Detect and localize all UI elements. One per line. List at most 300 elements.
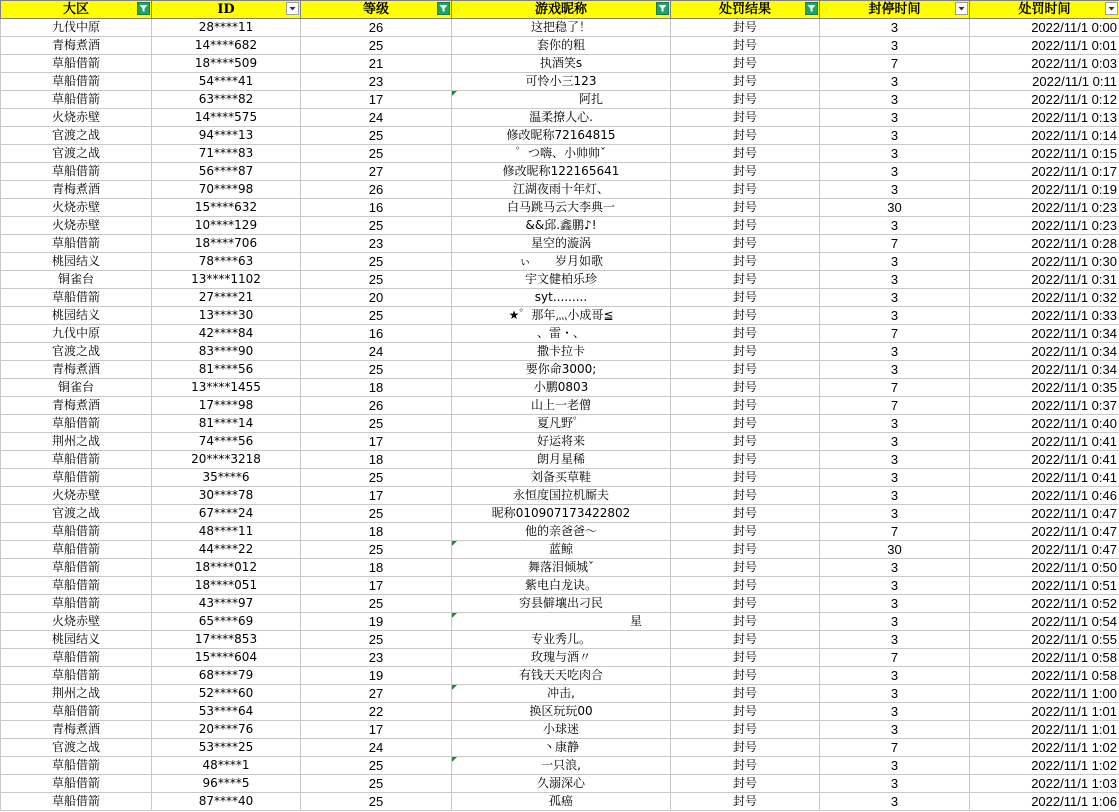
- cell-region[interactable]: 草船借箭: [1, 649, 152, 667]
- cell-ban-duration[interactable]: 3: [820, 595, 970, 613]
- cell-nickname[interactable]: 玫瑰与酒〃: [452, 649, 671, 667]
- cell-penalty-result[interactable]: 封号: [671, 325, 820, 343]
- cell-id[interactable]: 28****11: [152, 19, 301, 37]
- cell-region[interactable]: 草船借箭: [1, 235, 152, 253]
- cell-region[interactable]: 草船借箭: [1, 541, 152, 559]
- cell-id[interactable]: 56****87: [152, 163, 301, 181]
- cell-ban-duration[interactable]: 3: [820, 721, 970, 739]
- cell-region[interactable]: 青梅煮酒: [1, 181, 152, 199]
- cell-id[interactable]: 63****82: [152, 91, 301, 109]
- cell-penalty-result[interactable]: 封号: [671, 109, 820, 127]
- cell-penalty-time[interactable]: 2022/11/1 0:55: [970, 631, 1119, 649]
- cell-nickname[interactable]: 江湖夜雨十年灯、: [452, 181, 671, 199]
- cell-ban-duration[interactable]: 3: [820, 775, 970, 793]
- cell-penalty-result[interactable]: 封号: [671, 487, 820, 505]
- cell-ban-duration[interactable]: 7: [820, 235, 970, 253]
- table-row[interactable]: [1, 649, 1119, 667]
- cell-ban-duration[interactable]: 3: [820, 685, 970, 703]
- cell-region[interactable]: 草船借箭: [1, 451, 152, 469]
- cell-region[interactable]: 青梅煮酒: [1, 37, 152, 55]
- cell-id[interactable]: 20****76: [152, 721, 301, 739]
- cell-region[interactable]: 火烧赤壁: [1, 109, 152, 127]
- cell-nickname[interactable]: 孤癌: [452, 793, 671, 811]
- cell-ban-duration[interactable]: 3: [820, 415, 970, 433]
- cell-id[interactable]: 67****24: [152, 505, 301, 523]
- table-row[interactable]: [1, 703, 1119, 721]
- cell-id[interactable]: 68****79: [152, 667, 301, 685]
- cell-level[interactable]: 16: [301, 199, 452, 217]
- cell-nickname[interactable]: ゜つ嗨、小帅帅ˇ: [452, 145, 671, 163]
- cell-level[interactable]: 25: [301, 757, 452, 775]
- cell-region[interactable]: 草船借箭: [1, 289, 152, 307]
- cell-level[interactable]: 25: [301, 775, 452, 793]
- cell-level[interactable]: 25: [301, 253, 452, 271]
- cell-region[interactable]: 草船借箭: [1, 469, 152, 487]
- cell-nickname[interactable]: 蓝鲸: [452, 541, 671, 559]
- cell-level[interactable]: 25: [301, 145, 452, 163]
- cell-level[interactable]: 25: [301, 37, 452, 55]
- table-row[interactable]: [1, 793, 1119, 811]
- cell-level[interactable]: 25: [301, 793, 452, 811]
- cell-level[interactable]: 26: [301, 397, 452, 415]
- cell-ban-duration[interactable]: 7: [820, 55, 970, 73]
- table-row[interactable]: [1, 595, 1119, 613]
- table-row[interactable]: [1, 451, 1119, 469]
- table-row[interactable]: [1, 487, 1119, 505]
- table-row[interactable]: [1, 433, 1119, 451]
- cell-penalty-time[interactable]: 2022/11/1 0:47: [970, 505, 1119, 523]
- filter-active-icon[interactable]: [805, 2, 818, 15]
- table-row[interactable]: [1, 613, 1119, 631]
- cell-penalty-result[interactable]: 封号: [671, 757, 820, 775]
- cell-ban-duration[interactable]: 7: [820, 649, 970, 667]
- cell-penalty-time[interactable]: 2022/11/1 1:03: [970, 775, 1119, 793]
- cell-ban-duration[interactable]: 3: [820, 217, 970, 235]
- cell-nickname[interactable]: 星: [452, 613, 671, 631]
- cell-penalty-result[interactable]: 封号: [671, 343, 820, 361]
- cell-penalty-result[interactable]: 封号: [671, 631, 820, 649]
- cell-level[interactable]: 25: [301, 271, 452, 289]
- cell-region[interactable]: 官渡之战: [1, 127, 152, 145]
- cell-level[interactable]: 22: [301, 703, 452, 721]
- cell-ban-duration[interactable]: 3: [820, 19, 970, 37]
- table-row[interactable]: [1, 271, 1119, 289]
- cell-penalty-time[interactable]: 2022/11/1 0:41: [970, 451, 1119, 469]
- column-header-penalty-result[interactable]: [671, 1, 820, 19]
- cell-ban-duration[interactable]: 3: [820, 307, 970, 325]
- cell-level[interactable]: 17: [301, 433, 452, 451]
- cell-nickname[interactable]: 要你命3000;: [452, 361, 671, 379]
- cell-penalty-result[interactable]: 封号: [671, 433, 820, 451]
- table-row[interactable]: [1, 775, 1119, 793]
- cell-level[interactable]: 17: [301, 577, 452, 595]
- cell-penalty-time[interactable]: 2022/11/1 0:40: [970, 415, 1119, 433]
- cell-region[interactable]: 草船借箭: [1, 91, 152, 109]
- column-header-penalty-time[interactable]: [970, 1, 1119, 19]
- cell-penalty-time[interactable]: 2022/11/1 0:03: [970, 55, 1119, 73]
- cell-id[interactable]: 42****84: [152, 325, 301, 343]
- cell-ban-duration[interactable]: 3: [820, 667, 970, 685]
- table-row[interactable]: [1, 577, 1119, 595]
- cell-id[interactable]: 87****40: [152, 793, 301, 811]
- table-row[interactable]: [1, 469, 1119, 487]
- cell-ban-duration[interactable]: 3: [820, 181, 970, 199]
- cell-penalty-time[interactable]: 2022/11/1 0:52: [970, 595, 1119, 613]
- cell-level[interactable]: 19: [301, 613, 452, 631]
- cell-level[interactable]: 27: [301, 163, 452, 181]
- cell-penalty-time[interactable]: 2022/11/1 0:23: [970, 217, 1119, 235]
- cell-level[interactable]: 17: [301, 721, 452, 739]
- cell-penalty-time[interactable]: 2022/11/1 0:12: [970, 91, 1119, 109]
- cell-level[interactable]: 25: [301, 361, 452, 379]
- cell-nickname[interactable]: 阿扎: [452, 91, 671, 109]
- filter-active-icon[interactable]: [137, 2, 150, 15]
- table-row[interactable]: [1, 361, 1119, 379]
- table-row[interactable]: [1, 163, 1119, 181]
- cell-id[interactable]: 13****1102: [152, 271, 301, 289]
- cell-penalty-result[interactable]: 封号: [671, 361, 820, 379]
- cell-ban-duration[interactable]: 3: [820, 361, 970, 379]
- cell-region[interactable]: 草船借箭: [1, 559, 152, 577]
- column-header-ban-duration[interactable]: [820, 1, 970, 19]
- cell-penalty-result[interactable]: 封号: [671, 577, 820, 595]
- cell-level[interactable]: 25: [301, 595, 452, 613]
- cell-nickname[interactable]: 、雷・、: [452, 325, 671, 343]
- cell-id[interactable]: 53****64: [152, 703, 301, 721]
- cell-penalty-result[interactable]: 封号: [671, 667, 820, 685]
- cell-level[interactable]: 25: [301, 127, 452, 145]
- cell-region[interactable]: 九伐中原: [1, 325, 152, 343]
- cell-penalty-result[interactable]: 封号: [671, 451, 820, 469]
- cell-ban-duration[interactable]: 3: [820, 469, 970, 487]
- cell-penalty-result[interactable]: 封号: [671, 613, 820, 631]
- cell-penalty-result[interactable]: 封号: [671, 199, 820, 217]
- cell-penalty-result[interactable]: 封号: [671, 307, 820, 325]
- cell-nickname[interactable]: 舞落泪倾城ˇ: [452, 559, 671, 577]
- cell-penalty-result[interactable]: 封号: [671, 721, 820, 739]
- cell-penalty-result[interactable]: 封号: [671, 73, 820, 91]
- cell-level[interactable]: 23: [301, 235, 452, 253]
- cell-ban-duration[interactable]: 3: [820, 127, 970, 145]
- cell-penalty-result[interactable]: 封号: [671, 127, 820, 145]
- cell-ban-duration[interactable]: 3: [820, 793, 970, 811]
- cell-ban-duration[interactable]: 3: [820, 613, 970, 631]
- cell-nickname[interactable]: 星空的漩涡: [452, 235, 671, 253]
- cell-ban-duration[interactable]: 3: [820, 289, 970, 307]
- cell-nickname[interactable]: 执酒笑s: [452, 55, 671, 73]
- cell-penalty-result[interactable]: 封号: [671, 775, 820, 793]
- cell-level[interactable]: 24: [301, 109, 452, 127]
- cell-id[interactable]: 13****30: [152, 307, 301, 325]
- cell-region[interactable]: 桃园结义: [1, 631, 152, 649]
- cell-penalty-result[interactable]: 封号: [671, 595, 820, 613]
- cell-nickname[interactable]: 穷县僻壤出刁民: [452, 595, 671, 613]
- cell-penalty-time[interactable]: 2022/11/1 0:58: [970, 667, 1119, 685]
- cell-region[interactable]: 草船借箭: [1, 73, 152, 91]
- cell-penalty-time[interactable]: 2022/11/1 1:02: [970, 757, 1119, 775]
- cell-level[interactable]: 17: [301, 487, 452, 505]
- cell-level[interactable]: 25: [301, 415, 452, 433]
- table-row[interactable]: [1, 55, 1119, 73]
- cell-penalty-time[interactable]: 2022/11/1 0:32: [970, 289, 1119, 307]
- cell-level[interactable]: 25: [301, 307, 452, 325]
- table-row[interactable]: [1, 19, 1119, 37]
- cell-id[interactable]: 70****98: [152, 181, 301, 199]
- cell-nickname[interactable]: 夏凡野゜: [452, 415, 671, 433]
- cell-nickname[interactable]: 他的亲爸爸～: [452, 523, 671, 541]
- cell-level[interactable]: 18: [301, 523, 452, 541]
- cell-region[interactable]: 九伐中原: [1, 19, 152, 37]
- table-row[interactable]: [1, 415, 1119, 433]
- cell-nickname[interactable]: 永恒度国拉机厮夫: [452, 487, 671, 505]
- cell-nickname[interactable]: 昵称010907173422802: [452, 505, 671, 523]
- cell-id[interactable]: 78****63: [152, 253, 301, 271]
- cell-penalty-result[interactable]: 封号: [671, 91, 820, 109]
- cell-ban-duration[interactable]: 30: [820, 199, 970, 217]
- cell-id[interactable]: 30****78: [152, 487, 301, 505]
- filter-dropdown-icon[interactable]: [955, 2, 968, 15]
- cell-penalty-result[interactable]: 封号: [671, 37, 820, 55]
- cell-level[interactable]: 25: [301, 505, 452, 523]
- cell-level[interactable]: 25: [301, 541, 452, 559]
- cell-nickname[interactable]: 撒卡拉卡: [452, 343, 671, 361]
- table-row[interactable]: [1, 397, 1119, 415]
- cell-penalty-time[interactable]: 2022/11/1 0:50: [970, 559, 1119, 577]
- cell-ban-duration[interactable]: 3: [820, 631, 970, 649]
- cell-penalty-time[interactable]: 2022/11/1 0:35: [970, 379, 1119, 397]
- cell-level[interactable]: 20: [301, 289, 452, 307]
- cell-penalty-result[interactable]: 封号: [671, 415, 820, 433]
- cell-nickname[interactable]: 修改昵称122165641: [452, 163, 671, 181]
- cell-penalty-result[interactable]: 封号: [671, 217, 820, 235]
- cell-id[interactable]: 15****604: [152, 649, 301, 667]
- cell-penalty-result[interactable]: 封号: [671, 289, 820, 307]
- cell-region[interactable]: 草船借箭: [1, 163, 152, 181]
- cell-penalty-time[interactable]: 2022/11/1 0:34: [970, 343, 1119, 361]
- column-header-region[interactable]: [1, 1, 152, 19]
- cell-ban-duration[interactable]: 3: [820, 577, 970, 595]
- table-row[interactable]: [1, 145, 1119, 163]
- cell-penalty-time[interactable]: 2022/11/1 1:02: [970, 739, 1119, 757]
- table-row[interactable]: [1, 217, 1119, 235]
- cell-penalty-time[interactable]: 2022/11/1 0:19: [970, 181, 1119, 199]
- cell-nickname[interactable]: 刘备买草鞋: [452, 469, 671, 487]
- cell-level[interactable]: 25: [301, 631, 452, 649]
- cell-penalty-result[interactable]: 封号: [671, 505, 820, 523]
- cell-ban-duration[interactable]: 7: [820, 379, 970, 397]
- cell-penalty-result[interactable]: 封号: [671, 271, 820, 289]
- cell-level[interactable]: 23: [301, 649, 452, 667]
- cell-penalty-result[interactable]: 封号: [671, 793, 820, 811]
- cell-id[interactable]: 54****41: [152, 73, 301, 91]
- cell-level[interactable]: 18: [301, 451, 452, 469]
- filter-dropdown-icon[interactable]: [1105, 2, 1118, 15]
- cell-region[interactable]: 桃园结义: [1, 307, 152, 325]
- table-row[interactable]: [1, 109, 1119, 127]
- column-header-level[interactable]: [301, 1, 452, 19]
- cell-region[interactable]: 荆州之战: [1, 685, 152, 703]
- table-row[interactable]: [1, 127, 1119, 145]
- cell-id[interactable]: 48****1: [152, 757, 301, 775]
- cell-penalty-time[interactable]: 2022/11/1 0:41: [970, 469, 1119, 487]
- table-row[interactable]: [1, 199, 1119, 217]
- cell-level[interactable]: 26: [301, 19, 452, 37]
- cell-region[interactable]: 草船借箭: [1, 703, 152, 721]
- cell-id[interactable]: 81****56: [152, 361, 301, 379]
- cell-region[interactable]: 火烧赤壁: [1, 613, 152, 631]
- table-row[interactable]: [1, 235, 1119, 253]
- cell-penalty-result[interactable]: 封号: [671, 145, 820, 163]
- table-row[interactable]: [1, 739, 1119, 757]
- table-row[interactable]: [1, 523, 1119, 541]
- filter-dropdown-icon[interactable]: [286, 2, 299, 15]
- cell-ban-duration[interactable]: 3: [820, 91, 970, 109]
- cell-level[interactable]: 26: [301, 181, 452, 199]
- cell-level[interactable]: 18: [301, 559, 452, 577]
- cell-region[interactable]: 铜雀台: [1, 379, 152, 397]
- cell-level[interactable]: 16: [301, 325, 452, 343]
- cell-ban-duration[interactable]: 3: [820, 73, 970, 91]
- cell-ban-duration[interactable]: 7: [820, 739, 970, 757]
- cell-ban-duration[interactable]: 3: [820, 487, 970, 505]
- table-row[interactable]: [1, 37, 1119, 55]
- cell-id[interactable]: 14****682: [152, 37, 301, 55]
- cell-id[interactable]: 27****21: [152, 289, 301, 307]
- cell-level[interactable]: 25: [301, 217, 452, 235]
- cell-ban-duration[interactable]: 3: [820, 451, 970, 469]
- cell-ban-duration[interactable]: 3: [820, 163, 970, 181]
- cell-penalty-result[interactable]: 封号: [671, 685, 820, 703]
- cell-nickname[interactable]: 好运将来: [452, 433, 671, 451]
- cell-level[interactable]: 25: [301, 469, 452, 487]
- cell-region[interactable]: 草船借箭: [1, 523, 152, 541]
- column-header-nickname[interactable]: [452, 1, 671, 19]
- cell-nickname[interactable]: &&邱.鑫鹏♪!: [452, 217, 671, 235]
- cell-penalty-time[interactable]: 2022/11/1 1:06: [970, 793, 1119, 811]
- table-row[interactable]: [1, 631, 1119, 649]
- cell-id[interactable]: 13****1455: [152, 379, 301, 397]
- cell-penalty-time[interactable]: 2022/11/1 0:31: [970, 271, 1119, 289]
- cell-nickname[interactable]: 白马跳马云大李典一: [452, 199, 671, 217]
- cell-ban-duration[interactable]: 7: [820, 523, 970, 541]
- cell-nickname[interactable]: 套你的粗: [452, 37, 671, 55]
- filter-active-icon[interactable]: [437, 2, 450, 15]
- cell-ban-duration[interactable]: 3: [820, 37, 970, 55]
- cell-penalty-result[interactable]: 封号: [671, 235, 820, 253]
- cell-penalty-time[interactable]: 2022/11/1 0:17: [970, 163, 1119, 181]
- cell-nickname[interactable]: ぃ 岁月如歌: [452, 253, 671, 271]
- cell-penalty-time[interactable]: 2022/11/1 0:37: [970, 397, 1119, 415]
- cell-id[interactable]: 15****632: [152, 199, 301, 217]
- cell-penalty-time[interactable]: 2022/11/1 0:11: [970, 73, 1119, 91]
- table-row[interactable]: [1, 559, 1119, 577]
- cell-region[interactable]: 官渡之战: [1, 739, 152, 757]
- table-row[interactable]: [1, 541, 1119, 559]
- cell-penalty-result[interactable]: 封号: [671, 181, 820, 199]
- cell-penalty-time[interactable]: 2022/11/1 0:41: [970, 433, 1119, 451]
- cell-penalty-time[interactable]: 2022/11/1 0:46: [970, 487, 1119, 505]
- cell-ban-duration[interactable]: 30: [820, 541, 970, 559]
- cell-nickname[interactable]: 宇文健柏乐珍: [452, 271, 671, 289]
- cell-region[interactable]: 官渡之战: [1, 145, 152, 163]
- cell-ban-duration[interactable]: 3: [820, 271, 970, 289]
- cell-penalty-result[interactable]: 封号: [671, 379, 820, 397]
- cell-region[interactable]: 官渡之战: [1, 343, 152, 361]
- cell-id[interactable]: 44****22: [152, 541, 301, 559]
- cell-id[interactable]: 96****5: [152, 775, 301, 793]
- table-row[interactable]: [1, 505, 1119, 523]
- cell-penalty-time[interactable]: 2022/11/1 0:54: [970, 613, 1119, 631]
- cell-level[interactable]: 23: [301, 73, 452, 91]
- cell-penalty-time[interactable]: 2022/11/1 0:15: [970, 145, 1119, 163]
- cell-nickname[interactable]: 这把稳了！: [452, 19, 671, 37]
- cell-penalty-result[interactable]: 封号: [671, 55, 820, 73]
- cell-penalty-time[interactable]: 2022/11/1 0:47: [970, 523, 1119, 541]
- cell-id[interactable]: 81****14: [152, 415, 301, 433]
- cell-region[interactable]: 铜雀台: [1, 271, 152, 289]
- cell-id[interactable]: 65****69: [152, 613, 301, 631]
- cell-region[interactable]: 草船借箭: [1, 667, 152, 685]
- table-row[interactable]: [1, 685, 1119, 703]
- cell-region[interactable]: 草船借箭: [1, 55, 152, 73]
- cell-nickname[interactable]: 小球迷: [452, 721, 671, 739]
- cell-nickname[interactable]: 修改昵称72164815: [452, 127, 671, 145]
- cell-penalty-result[interactable]: 封号: [671, 523, 820, 541]
- cell-id[interactable]: 74****56: [152, 433, 301, 451]
- cell-id[interactable]: 48****11: [152, 523, 301, 541]
- cell-ban-duration[interactable]: 7: [820, 397, 970, 415]
- cell-region[interactable]: 火烧赤壁: [1, 487, 152, 505]
- cell-penalty-result[interactable]: 封号: [671, 559, 820, 577]
- cell-penalty-time[interactable]: 2022/11/1 0:23: [970, 199, 1119, 217]
- cell-region[interactable]: 草船借箭: [1, 793, 152, 811]
- cell-nickname[interactable]: 专业秀儿。: [452, 631, 671, 649]
- table-row[interactable]: [1, 181, 1119, 199]
- cell-penalty-time[interactable]: 2022/11/1 0:14: [970, 127, 1119, 145]
- cell-id[interactable]: 83****90: [152, 343, 301, 361]
- cell-id[interactable]: 43****97: [152, 595, 301, 613]
- cell-level[interactable]: 27: [301, 685, 452, 703]
- cell-nickname[interactable]: 丶康静: [452, 739, 671, 757]
- cell-nickname[interactable]: syt.........: [452, 289, 671, 307]
- cell-id[interactable]: 18****509: [152, 55, 301, 73]
- cell-ban-duration[interactable]: 7: [820, 325, 970, 343]
- table-row[interactable]: [1, 253, 1119, 271]
- cell-nickname[interactable]: 有钱天天吃肉合: [452, 667, 671, 685]
- table-row[interactable]: [1, 307, 1119, 325]
- cell-level[interactable]: 19: [301, 667, 452, 685]
- cell-region[interactable]: 火烧赤壁: [1, 199, 152, 217]
- cell-penalty-time[interactable]: 2022/11/1 1:01: [970, 721, 1119, 739]
- table-row[interactable]: [1, 379, 1119, 397]
- cell-level[interactable]: 21: [301, 55, 452, 73]
- table-row[interactable]: [1, 757, 1119, 775]
- cell-penalty-result[interactable]: 封号: [671, 739, 820, 757]
- cell-penalty-time[interactable]: 2022/11/1 1:00: [970, 685, 1119, 703]
- cell-penalty-result[interactable]: 封号: [671, 703, 820, 721]
- cell-ban-duration[interactable]: 3: [820, 559, 970, 577]
- cell-region[interactable]: 青梅煮酒: [1, 721, 152, 739]
- cell-nickname[interactable]: 小鹏0803: [452, 379, 671, 397]
- cell-ban-duration[interactable]: 3: [820, 505, 970, 523]
- table-row[interactable]: [1, 325, 1119, 343]
- cell-ban-duration[interactable]: 3: [820, 253, 970, 271]
- cell-penalty-time[interactable]: 2022/11/1 0:58: [970, 649, 1119, 667]
- cell-penalty-result[interactable]: 封号: [671, 163, 820, 181]
- cell-penalty-time[interactable]: 2022/11/1 0:30: [970, 253, 1119, 271]
- cell-ban-duration[interactable]: 3: [820, 433, 970, 451]
- table-row[interactable]: [1, 289, 1119, 307]
